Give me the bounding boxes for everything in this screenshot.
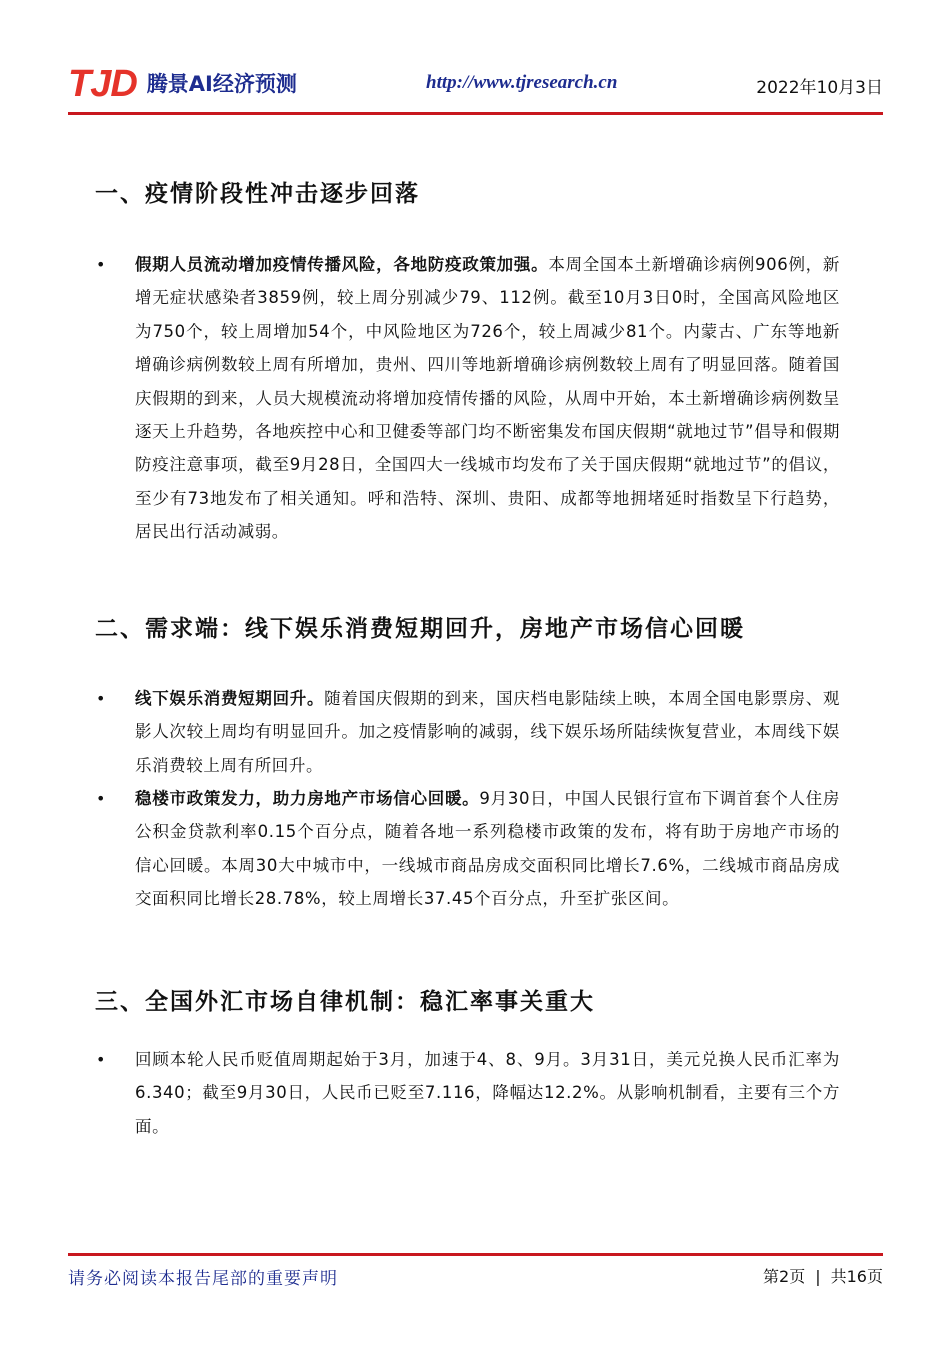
section-2-paragraph-1 — [135, 682, 840, 782]
section-3-paragraph-1 — [135, 1043, 840, 1143]
total-pages: 共16页 — [830, 1267, 883, 1286]
footer-disclaimer: 请务必阅读本报告尾部的重要声明 — [68, 1269, 338, 1289]
logo-text: 腾景AI经济预测 — [146, 72, 297, 96]
logo-mark: TJD — [68, 63, 137, 105]
header-divider — [68, 112, 883, 115]
section-title-1: 一、疫情阶段性冲击逐步回落 — [95, 181, 420, 207]
paragraph-body: 本周全国本土新增确诊病例906例，新增无症状感染者3859例，较上周分别减少79、112例。截至10月3日0时，全国高风险地区为750个，较上周增加54个，中风险地区为726个，较上周减少81个。内蒙古、广东等地新增确诊病例数较上周有所增加，贵州、四川等地新增确诊病例数较上周有了明显回落。随着国庆假期的到来，人员大规模流动将增加疫情传播的风险，从周中开始，本土新增确诊病例数呈逐天上升趋势，各地疾控中心和卫健委等部门均不断密集发布国庆假期“就地过节”倡导和假期防疫注意事项，截至9月28日，全国四大一线城市均发布了关于国庆假期“就地过节”的倡议，至少有73地发布了相关通知。呼和浩特、深圳、贵阳、成都等地拥堵延时指数呈下行趋势，居民出行活动减弱。 — [135, 255, 840, 542]
section-2-paragraph-2 — [135, 782, 840, 916]
paragraph-lead: 线下娱乐消费短期回升。 — [135, 689, 325, 708]
paragraph-body: 随着国庆假期的到来，国庆档电影陆续上映，本周全国电影票房、观影人次较上周均有明显回升。加之疫情影响的减弱，线下娱乐场所陆续恢复营业，本周线下娱乐消费较上周有所回升。 — [135, 689, 840, 775]
section-1-paragraph-1 — [135, 248, 840, 549]
footer-divider — [68, 1253, 883, 1256]
bullet-icon: • — [96, 1050, 106, 1069]
report-date: 2022年10月3日 — [756, 78, 883, 98]
page-indicator — [763, 1264, 883, 1287]
paragraph-lead: 稳楼市政策发力，助力房地产市场信心回暖。 — [135, 789, 480, 808]
page-header — [68, 64, 883, 120]
paragraph-lead: 假期人员流动增加疫情传播风险，各地防疫政策加强。 — [135, 255, 549, 274]
bullet-icon: • — [96, 689, 106, 708]
paragraph-body: 回顾本轮人民币贬值周期起始于3月，加速于4、8、9月。3月31日，美元兑换人民币汇率为6.340；截至9月30日，人民币已贬至7.116，降幅达12.2%。从影响机制看，主要有三个方面。 — [135, 1050, 840, 1136]
website-url[interactable]: http://www.tjresearch.cn — [426, 72, 618, 93]
bullet-icon: • — [96, 255, 106, 274]
section-title-2: 二、需求端：线下娱乐消费短期回升，房地产市场信心回暖 — [95, 616, 745, 642]
bullet-icon: • — [96, 789, 106, 808]
section-title-3: 三、全国外汇市场自律机制：稳汇率事关重大 — [95, 989, 595, 1015]
current-page: 第2页 — [763, 1267, 806, 1286]
page-separator: | — [815, 1267, 821, 1286]
paragraph-body: 9月30日，中国人民银行宣布下调首套个人住房公积金贷款利率0.15个百分点，随着各地一系列稳楼市政策的发布，将有助于房地产市场的信心回暖。本周30大中城市中，一线城市商品房成交面积同比增长7.6%，二线城市商品房成交面积同比增长28.78%，较上周增长37.45个百分点，升至扩张区间。 — [135, 789, 840, 909]
tjd-logo — [68, 64, 297, 104]
